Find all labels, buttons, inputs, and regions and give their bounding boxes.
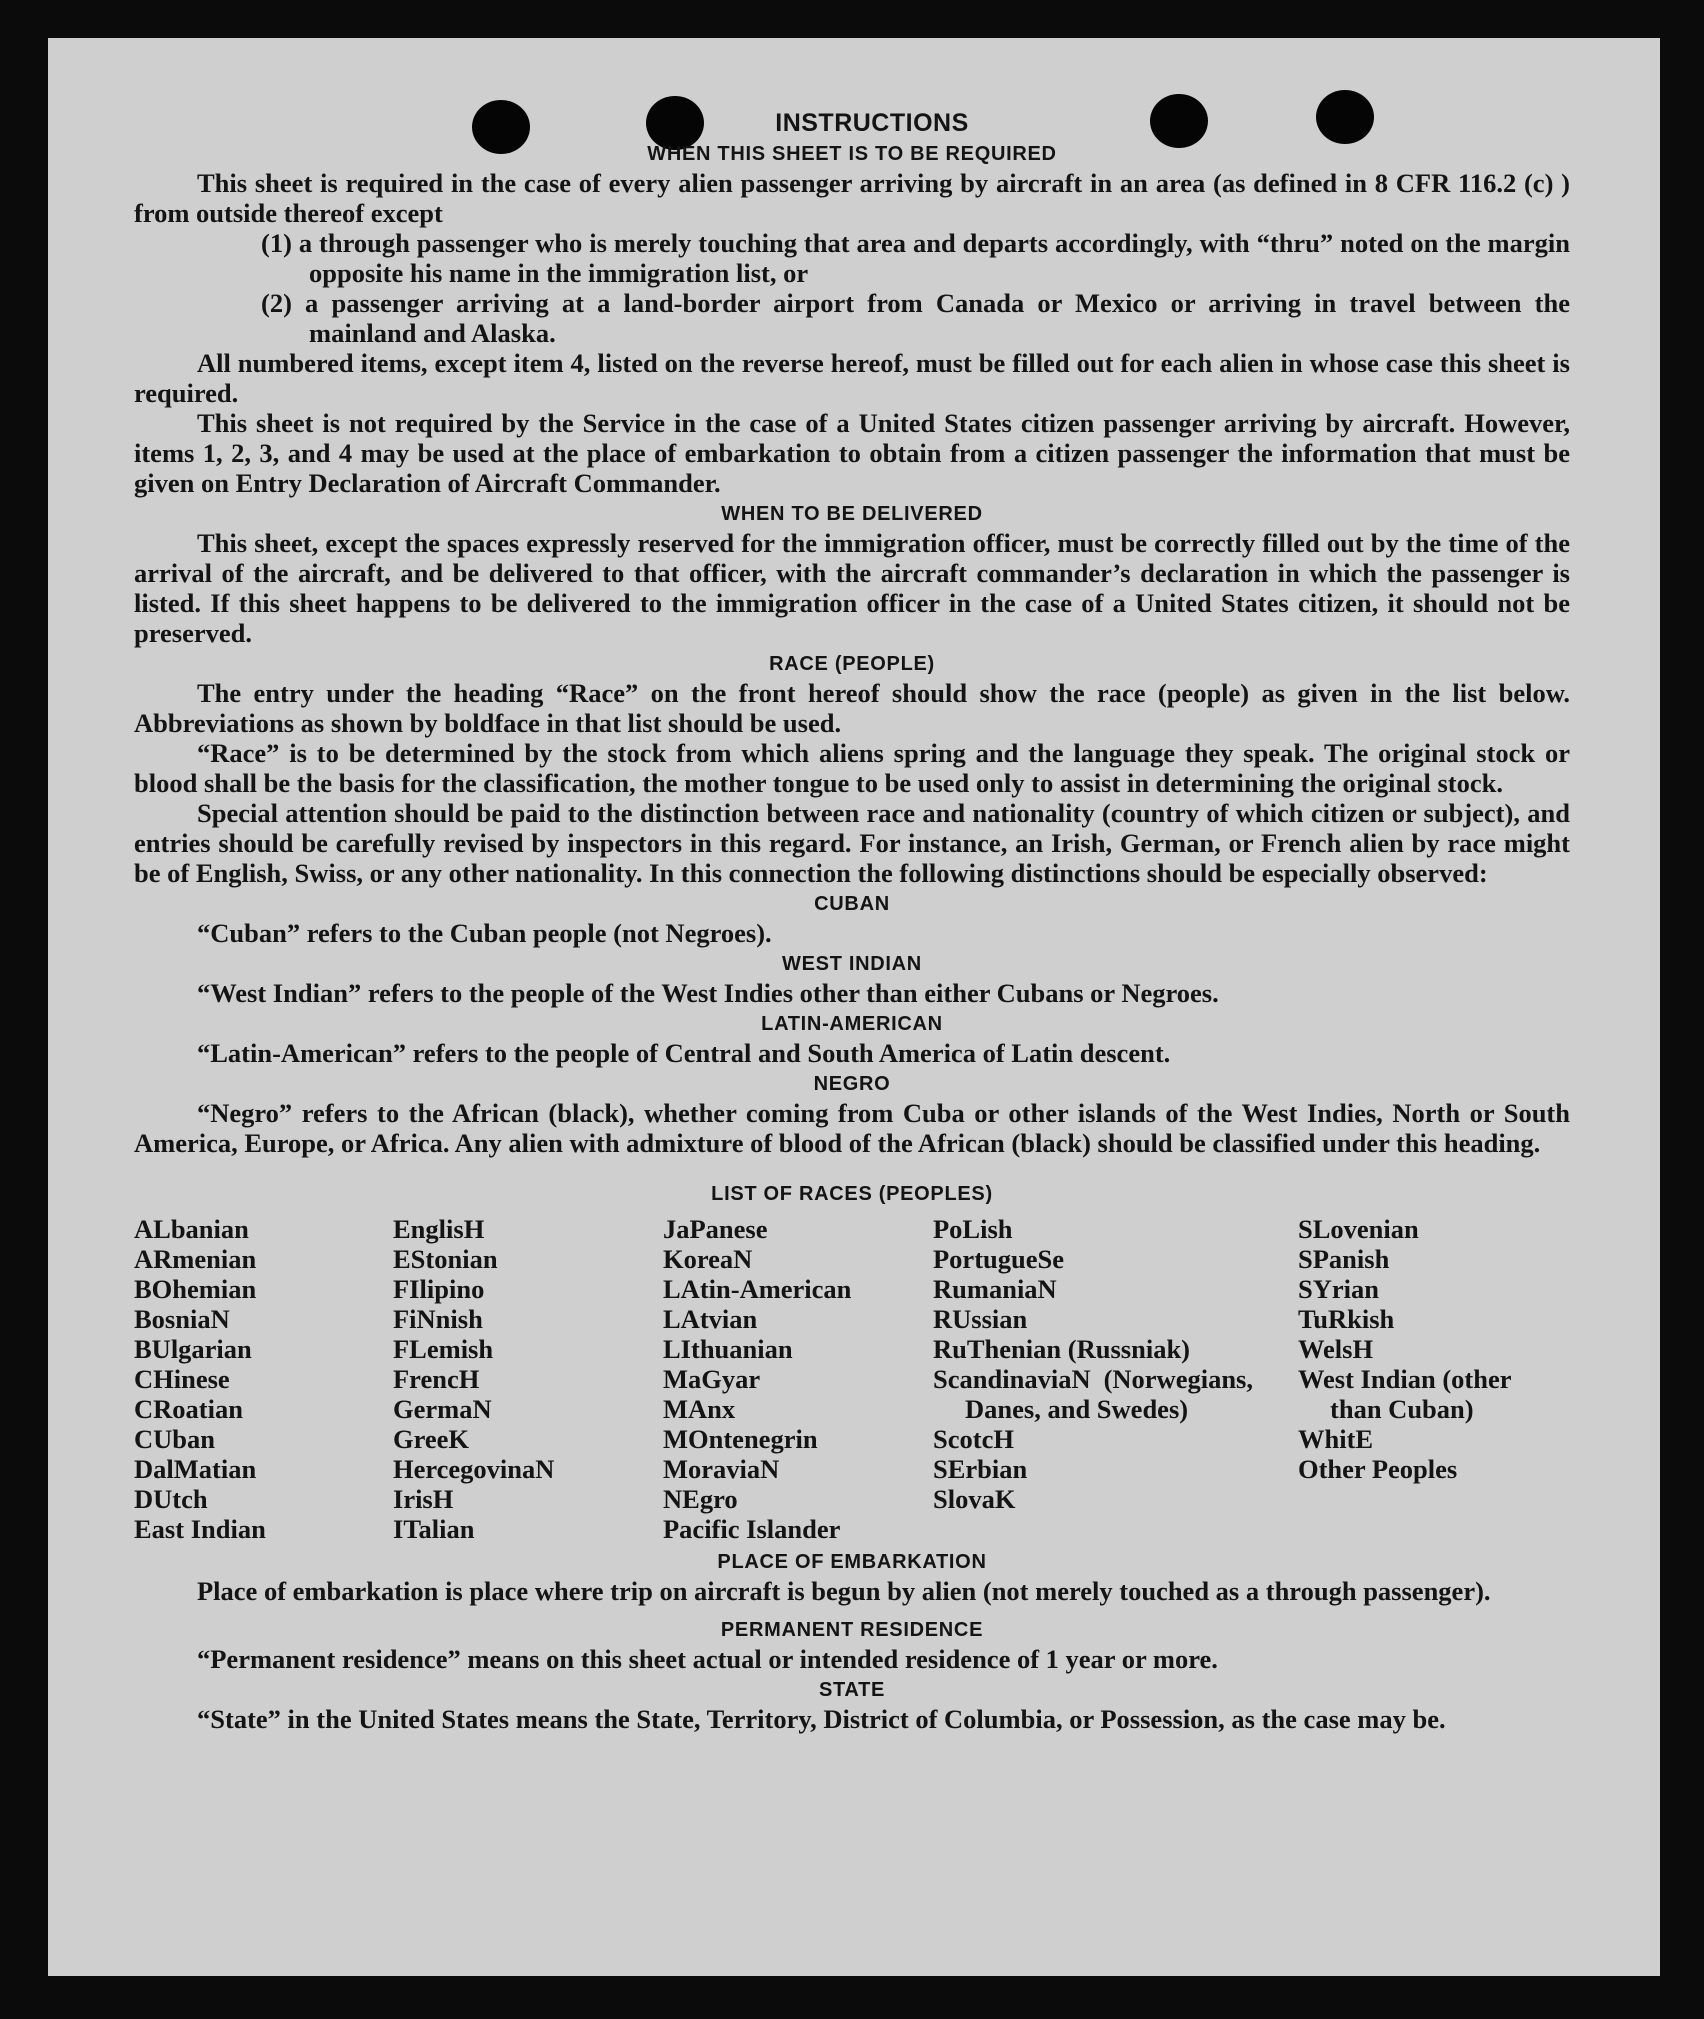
race-item: ITalian <box>393 1514 475 1544</box>
document-page <box>48 38 1660 1976</box>
race-column-1 <box>134 1214 393 1544</box>
race-column-2 <box>393 1214 663 1544</box>
paragraph: The entry under the heading “Race” on the front hereof should show the race (people) as given in the list below. Abbreviations as shown by boldface in that list should be used. <box>134 678 1570 738</box>
paragraph: “Cuban” refers to the Cuban people (not Negroes). <box>197 918 772 948</box>
race-item: HercegovinaN <box>393 1454 555 1484</box>
paragraph: “Race” is to be determined by the stock from which aliens spring and the language they speak. The original stock or blood shall be the basis for the classification, the mother tongue to be used only to assist in determining the original stock. <box>134 738 1570 798</box>
race-item-continuation: than Cuban) <box>1330 1394 1474 1424</box>
paragraph: All numbered items, except item 4, listed on the reverse hereof, must be filled out for each alien in whose case this sheet is required. <box>134 348 1570 408</box>
heading-list-of-races: LIST OF RACES (PEOPLES) <box>711 1183 993 1205</box>
race-item: CHinese <box>134 1364 230 1394</box>
race-item: FIlipino <box>393 1274 485 1304</box>
race-column-3 <box>663 1214 933 1544</box>
race-item: ScotcH <box>933 1424 1014 1454</box>
race-item: SErbian <box>933 1454 1028 1484</box>
race-item: NEgro <box>663 1484 738 1514</box>
race-item: SLovenian <box>1298 1214 1419 1244</box>
exception-item-1: (1) a through passenger who is merely touching that area and departs accordingly, with “thru” noted on the margin opposite his name in the immigration list, or <box>261 228 1570 288</box>
heading-negro: NEGRO <box>813 1073 891 1095</box>
race-item: SYrian <box>1298 1274 1379 1304</box>
race-item: DUtch <box>134 1484 208 1514</box>
exception-item-2: (2) a passenger arriving at a land-border airport from Canada or Mexico or arriving in travel between the mainland and Alaska. <box>261 288 1570 348</box>
paragraph: Place of embarkation is place where trip on aircraft is begun by alien (not merely touched as a through passenger). <box>197 1576 1491 1606</box>
race-column-4 <box>933 1214 1253 1544</box>
page-title: INSTRUCTIONS <box>775 109 969 137</box>
race-item: TuRkish <box>1298 1304 1395 1334</box>
heading-permanent-residence: PERMANENT RESIDENCE <box>720 1619 984 1641</box>
race-item: SlovaK <box>933 1484 1016 1514</box>
race-item: RuThenian (Russniak) <box>933 1334 1191 1364</box>
race-item: DalMatian <box>134 1454 257 1484</box>
race-item: WhitE <box>1298 1424 1374 1454</box>
race-item: MoraviaN <box>663 1454 780 1484</box>
heading-when-required: WHEN THIS SHEET IS TO BE REQUIRED <box>647 143 1057 165</box>
race-item: FLemish <box>393 1334 494 1364</box>
heading-cuban: CUBAN <box>814 893 890 915</box>
paragraph: “Permanent residence” means on this sheet actual or intended residence of 1 year or more. <box>197 1644 1218 1674</box>
race-item: ALbanian <box>134 1214 249 1244</box>
race-item: EStonian <box>393 1244 498 1274</box>
heading-west-indian: WEST INDIAN <box>782 953 922 975</box>
paragraph: This sheet is not required by the Service in the case of a United States citizen passenger arriving by aircraft. However, items 1, 2, 3, and 4 may be used at the place of embarkation to obtain from a citizen passenger the information that must be given on Entry Declaration of Aircraft Commander. <box>134 408 1570 498</box>
race-item: ScandinaviaN (Norwegians, Danes, and Swedes) <box>933 1364 1253 1424</box>
heading-when-delivered: WHEN TO BE DELIVERED <box>721 503 983 525</box>
race-column-5 <box>1298 1214 1570 1544</box>
race-item: LAtvian <box>663 1304 758 1334</box>
race-item: CRoatian <box>134 1394 243 1424</box>
races-list <box>134 1214 1570 1544</box>
race-item: Pacific Islander <box>663 1514 841 1544</box>
race-item: LIthuanian <box>663 1334 793 1364</box>
race-item: LAtin-American <box>663 1274 852 1304</box>
race-item: KoreaN <box>663 1244 753 1274</box>
race-item: CUban <box>134 1424 216 1454</box>
race-item: West Indian (other <box>1298 1364 1512 1394</box>
race-item: East Indian <box>134 1514 266 1544</box>
paragraph: “Latin-American” refers to the people of Central and South America of Latin descent. <box>197 1038 1171 1068</box>
heading-embarkation: PLACE OF EMBARKATION <box>717 1551 987 1573</box>
paragraph: This sheet, except the spaces expressly reserved for the immigration officer, must be correctly filled out by the time of the arrival of the aircraft, and be delivered to that officer, with the aircraft commander’s declaration in which the passenger is listed. If this sheet happens to be delivered to the immigration officer in the case of a United States citizen, it should not be preserved. <box>134 528 1570 648</box>
heading-race: RACE (PEOPLE) <box>769 653 935 675</box>
race-item: ARmenian <box>134 1244 257 1274</box>
heading-state: STATE <box>818 1679 886 1701</box>
race-item: PoLish <box>933 1214 1013 1244</box>
race-item: FiNnish <box>393 1304 483 1334</box>
race-item: BOhemian <box>134 1274 257 1304</box>
race-item: MAnx <box>663 1394 736 1424</box>
race-item: MOntenegrin <box>663 1424 818 1454</box>
race-item: WelsH <box>1298 1334 1374 1364</box>
race-item: EnglisH <box>393 1214 485 1244</box>
race-item: FrencH <box>393 1364 480 1394</box>
race-item: BosniaN <box>134 1304 230 1334</box>
race-item: MaGyar <box>663 1364 761 1394</box>
race-item: GermaN <box>393 1394 492 1424</box>
instructions-content <box>134 108 1570 1734</box>
race-item: GreeK <box>393 1424 470 1454</box>
race-item: RumaniaN <box>933 1274 1057 1304</box>
race-item: SPanish <box>1298 1244 1390 1274</box>
race-item: IrisH <box>393 1484 454 1514</box>
paragraph: This sheet is required in the case of every alien passenger arriving by aircraft in an area (as defined in 8 CFR 116.2 (c) ) from outside thereof except <box>134 168 1570 228</box>
paragraph: “State” in the United States means the State, Territory, District of Columbia, or Possession, as the case may be. <box>197 1704 1446 1734</box>
race-item: BUlgarian <box>134 1334 252 1364</box>
race-item: RUssian <box>933 1304 1028 1334</box>
race-item: JaPanese <box>663 1214 768 1244</box>
heading-latin-american: LATIN-AMERICAN <box>761 1013 943 1035</box>
paragraph: “Negro” refers to the African (black), whether coming from Cuba or other islands of the West Indies, North or South America, Europe, or Africa. Any alien with admixture of blood of the African (black) should be classified under this heading. <box>134 1098 1570 1158</box>
race-item: Other Peoples <box>1298 1454 1458 1484</box>
race-item: PortugueSe <box>933 1244 1065 1274</box>
paragraph: “West Indian” refers to the people of the West Indies other than either Cubans or Negroes. <box>197 978 1219 1008</box>
paragraph: Special attention should be paid to the distinction between race and nationality (country of which citizen or subject), and entries should be carefully revised by inspectors in this regard. For instance, an Irish, German, or French alien by race might be of English, Swiss, or any other nationality. In this connection the following distinctions should be especially observed: <box>134 798 1570 888</box>
